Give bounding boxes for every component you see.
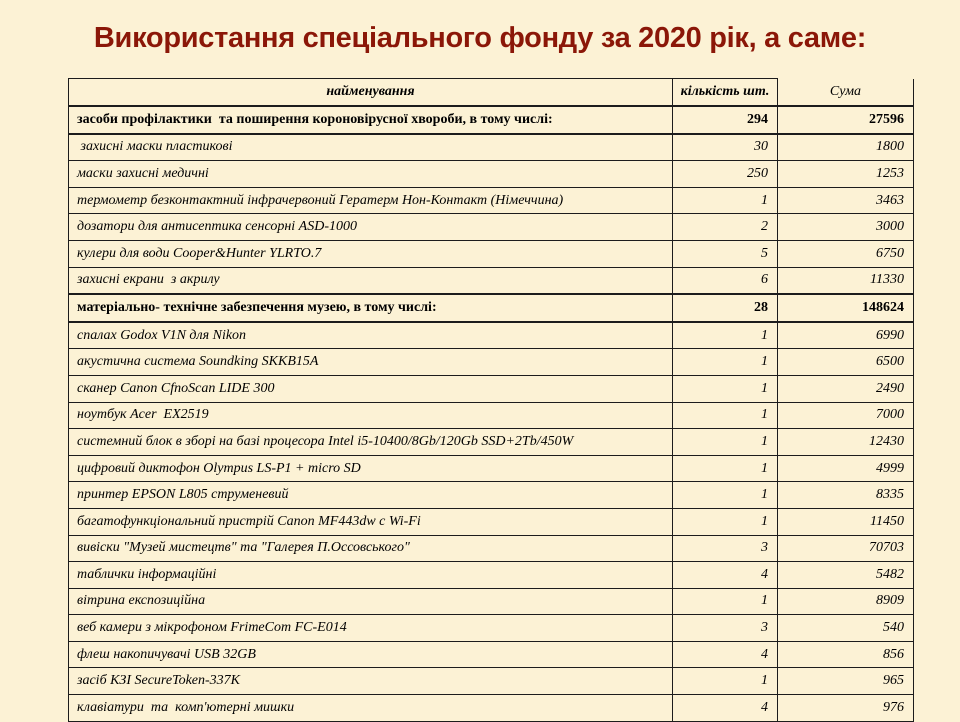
- cell-name: багатофункціональний пристрій Canon MF443dw с Wi-Fi: [69, 508, 673, 535]
- cell-sum: 965: [778, 668, 914, 695]
- cell-qty: 1: [673, 187, 778, 214]
- cell-name: веб камери з мікрофоном FrimeCom FC-E014: [69, 615, 673, 642]
- cell-qty: 3: [673, 535, 778, 562]
- cell-qty: 1: [673, 349, 778, 376]
- cell-sum: 1253: [778, 161, 914, 188]
- cell-sum: 8909: [778, 588, 914, 615]
- cell-sum: 70703: [778, 535, 914, 562]
- table-row: [69, 562, 914, 589]
- table-row: [69, 588, 914, 615]
- cell-name: кулери для води Cooper&Hunter YLRTO.7: [69, 240, 673, 267]
- table-row: [69, 134, 914, 161]
- fund-usage-table-grid: [68, 78, 914, 722]
- cell-sum: 7000: [778, 402, 914, 429]
- cell-sum: 6990: [778, 322, 914, 349]
- cell-qty: 2: [673, 214, 778, 241]
- cell-qty: 30: [673, 134, 778, 161]
- cell-name: захисні екрани з акрилу: [69, 267, 673, 294]
- cell-sum: 148624: [778, 294, 914, 322]
- cell-sum: 11450: [778, 508, 914, 535]
- page-title: Використання спеціального фонду за 2020 рік, а саме:: [93, 22, 867, 54]
- cell-qty: 4: [673, 562, 778, 589]
- cell-qty: 1: [673, 668, 778, 695]
- table-row: [69, 402, 914, 429]
- cell-name: вітрина експозиційна: [69, 588, 673, 615]
- cell-name: таблички інформаційні: [69, 562, 673, 589]
- cell-sum: 856: [778, 641, 914, 668]
- cell-qty: 3: [673, 615, 778, 642]
- table-row: [69, 455, 914, 482]
- cell-qty: 1: [673, 588, 778, 615]
- table-body: [69, 106, 914, 721]
- cell-sum: 6750: [778, 240, 914, 267]
- table-row: [69, 641, 914, 668]
- cell-name: захисні маски пластикові: [69, 134, 673, 161]
- table-row: [69, 161, 914, 188]
- cell-name: засоби профілактики та поширення короновірусної хвороби, в тому числі:: [69, 106, 673, 134]
- cell-sum: 5482: [778, 562, 914, 589]
- cell-qty: 4: [673, 695, 778, 722]
- table-row-category: [69, 294, 914, 322]
- table-row: [69, 322, 914, 349]
- cell-sum: 1800: [778, 134, 914, 161]
- cell-qty: 28: [673, 294, 778, 322]
- cell-name: сканер Canon CfnoScan LIDE 300: [69, 375, 673, 402]
- cell-name: ноутбук Acer EX2519: [69, 402, 673, 429]
- cell-sum: 6500: [778, 349, 914, 376]
- cell-qty: 4: [673, 641, 778, 668]
- table-row: [69, 349, 914, 376]
- table-row: [69, 375, 914, 402]
- cell-qty: 5: [673, 240, 778, 267]
- table-row: [69, 615, 914, 642]
- cell-qty: 6: [673, 267, 778, 294]
- fund-usage-table: [68, 78, 914, 722]
- cell-qty: 1: [673, 482, 778, 509]
- cell-name: клавіатури та комп'ютерні мишки: [69, 695, 673, 722]
- cell-sum: 12430: [778, 429, 914, 456]
- table-row: [69, 214, 914, 241]
- table-row: [69, 187, 914, 214]
- column-header-name: найменування: [69, 79, 673, 107]
- cell-name: дозатори для антисептика сенсорні ASD-1000: [69, 214, 673, 241]
- cell-sum: 11330: [778, 267, 914, 294]
- cell-name: термометр безконтактний інфрачервоний Гератерм Нон-Контакт (Німеччина): [69, 187, 673, 214]
- table-row: [69, 482, 914, 509]
- cell-qty: 1: [673, 508, 778, 535]
- table-header-row: [69, 79, 914, 107]
- cell-name: засіб КЗІ SecureToken-337K: [69, 668, 673, 695]
- cell-name: флеш накопичувачі USB 32GB: [69, 641, 673, 668]
- table-row: [69, 535, 914, 562]
- cell-sum: 4999: [778, 455, 914, 482]
- cell-sum: 2490: [778, 375, 914, 402]
- cell-name: маски захисні медичні: [69, 161, 673, 188]
- cell-name: вивіски "Музей мистецтв" та "Галерея П.Оссовського": [69, 535, 673, 562]
- cell-name: принтер EPSON L805 струменевий: [69, 482, 673, 509]
- cell-name: акустична система Soundking SKKB15A: [69, 349, 673, 376]
- cell-qty: 1: [673, 402, 778, 429]
- cell-name: цифровий диктофон Olympus LS-P1 + micro SD: [69, 455, 673, 482]
- table-row: [69, 429, 914, 456]
- table-row: [69, 695, 914, 722]
- table-row: [69, 267, 914, 294]
- cell-qty: 294: [673, 106, 778, 134]
- column-header-quantity: кількість шт.: [673, 79, 778, 107]
- column-header-sum: Сума: [778, 79, 914, 107]
- table-row: [69, 508, 914, 535]
- cell-sum: 3463: [778, 187, 914, 214]
- cell-name: системний блок в зборі на базі процесора Intel i5-10400/8Gb/120Gb SSD+2Tb/450W: [69, 429, 673, 456]
- cell-sum: 976: [778, 695, 914, 722]
- cell-qty: 1: [673, 375, 778, 402]
- table-row: [69, 240, 914, 267]
- cell-qty: 1: [673, 455, 778, 482]
- cell-sum: 8335: [778, 482, 914, 509]
- cell-qty: 1: [673, 322, 778, 349]
- cell-sum: 3000: [778, 214, 914, 241]
- cell-name: матеріально- технічне забезпечення музею, в тому числі:: [69, 294, 673, 322]
- cell-qty: 1: [673, 429, 778, 456]
- cell-sum: 27596: [778, 106, 914, 134]
- cell-name: спалах Godox V1N для Nikon: [69, 322, 673, 349]
- cell-sum: 540: [778, 615, 914, 642]
- cell-qty: 250: [673, 161, 778, 188]
- table-row-category: [69, 106, 914, 134]
- table-row: [69, 668, 914, 695]
